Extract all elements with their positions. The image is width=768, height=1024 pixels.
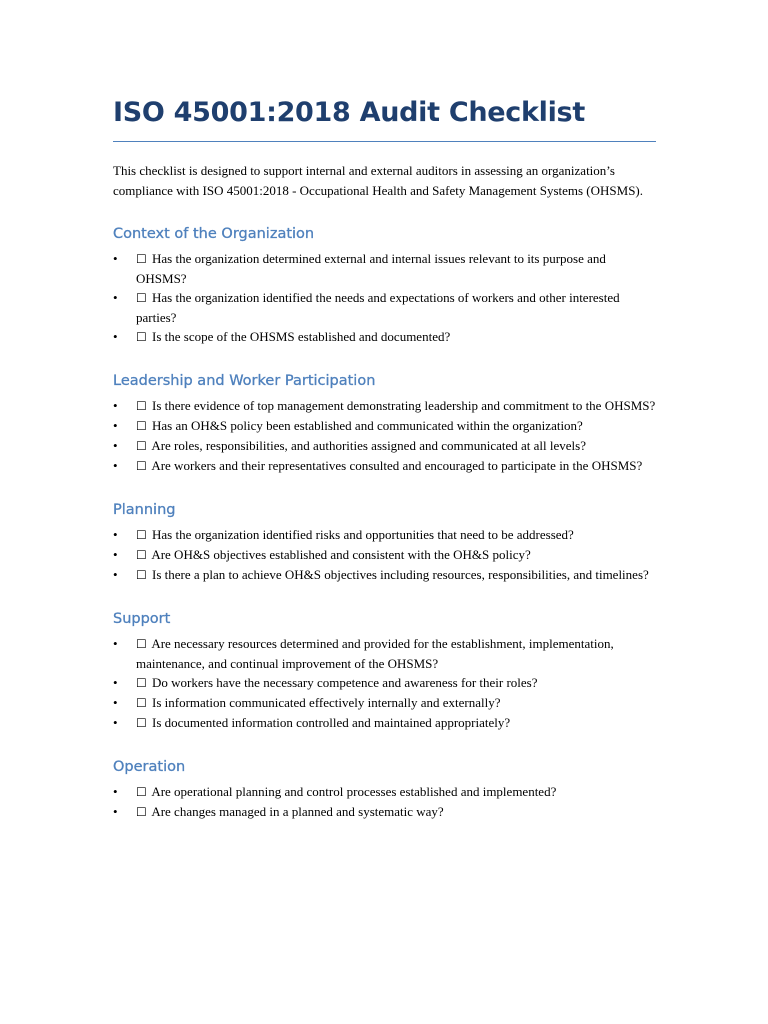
bullet-icon: •: [113, 804, 118, 819]
checklist-item: [113, 713, 656, 733]
checklist-item: [113, 436, 656, 456]
checklist-sections: [113, 224, 656, 822]
checkbox-icon[interactable]: ☐: [136, 330, 147, 344]
checkbox-icon[interactable]: ☐: [136, 568, 147, 582]
checklist-item: [113, 634, 656, 673]
checkbox-icon[interactable]: ☐: [136, 785, 147, 799]
bullet-icon: •: [113, 784, 118, 799]
bullet-icon: •: [113, 329, 118, 344]
checklist-item-text: Has the organization determined external and internal issues relevant to its purpose and OHSMS?: [136, 251, 606, 286]
bullet-icon: •: [113, 695, 118, 710]
checklist-item: [113, 565, 656, 585]
checklist-section: [113, 224, 656, 347]
checklist-section: [113, 757, 656, 822]
checklist-items: [113, 525, 656, 585]
bullet-icon: •: [113, 715, 118, 730]
checklist-item-text: Are changes managed in a planned and systematic way?: [151, 804, 444, 819]
checklist-item: [113, 545, 656, 565]
bullet-icon: •: [113, 527, 118, 542]
checklist-item-text: Is the scope of the OHSMS established and documented?: [152, 329, 451, 344]
checklist-item-text: Has the organization identified the needs and expectations of workers and other interested parties?: [136, 290, 620, 325]
checklist-item-text: Is there a plan to achieve OH&S objectives including resources, responsibilities, and timelines?: [152, 567, 649, 582]
checkbox-icon[interactable]: ☐: [136, 548, 147, 562]
checklist-items: [113, 634, 656, 733]
bullet-icon: •: [113, 398, 118, 413]
checklist-item: [113, 416, 656, 436]
checklist-item: [113, 802, 656, 822]
checklist-items: [113, 249, 656, 347]
intro-paragraph: This checklist is designed to support internal and external auditors in assessing an organization’s compliance with ISO 45001:2018 - Occupational Health and Safety Management Systems (OHSMS).: [113, 163, 644, 198]
checklist-section: [113, 609, 656, 733]
checklist-item: [113, 396, 656, 416]
checklist-item: [113, 249, 656, 288]
checklist-item-text: Is documented information controlled and maintained appropriately?: [152, 715, 511, 730]
checkbox-icon[interactable]: ☐: [136, 459, 147, 473]
checklist-items: [113, 782, 656, 822]
checklist-item-text: Is information communicated effectively internally and externally?: [152, 695, 501, 710]
bullet-icon: •: [113, 567, 118, 582]
section-heading: Planning: [113, 502, 176, 518]
checklist-item-text: Has an OH&S policy been established and communicated within the organization?: [152, 418, 583, 433]
checklist-item: [113, 693, 656, 713]
checkbox-icon[interactable]: ☐: [136, 716, 147, 730]
checklist-items: [113, 396, 656, 476]
checklist-item-text: Are necessary resources determined and provided for the establishment, implementation, maintenance, and continual improvement of the OHSMS?: [136, 636, 614, 671]
checklist-item: [113, 525, 656, 545]
checkbox-icon[interactable]: ☐: [136, 291, 147, 305]
checklist-item: [113, 456, 656, 476]
checklist-item-text: Do workers have the necessary competence and awareness for their roles?: [152, 675, 538, 690]
bullet-icon: •: [113, 675, 118, 690]
checkbox-icon[interactable]: ☐: [136, 637, 147, 651]
checkbox-icon[interactable]: ☐: [136, 696, 147, 710]
checkbox-icon[interactable]: ☐: [136, 399, 147, 413]
section-heading: Support: [113, 611, 171, 627]
bullet-icon: •: [113, 251, 118, 266]
checklist-section: [113, 371, 656, 476]
checklist-item-text: Are workers and their representatives consulted and encouraged to participate in the OHSMS?: [151, 458, 643, 473]
checklist-item-text: Are roles, responsibilities, and authorities assigned and communicated at all levels?: [151, 438, 586, 453]
bullet-icon: •: [113, 458, 118, 473]
checklist-item: [113, 673, 656, 693]
checklist-item-text: Are OH&S objectives established and consistent with the OH&S policy?: [151, 547, 531, 562]
section-heading: Leadership and Worker Participation: [113, 373, 376, 389]
checkbox-icon[interactable]: ☐: [136, 419, 147, 433]
bullet-icon: •: [113, 438, 118, 453]
document-title: ISO 45001:2018 Audit Checklist: [113, 93, 656, 142]
section-heading: Operation: [113, 759, 186, 775]
bullet-icon: •: [113, 418, 118, 433]
checkbox-icon[interactable]: ☐: [136, 439, 147, 453]
checklist-item: [113, 288, 656, 327]
bullet-icon: •: [113, 547, 118, 562]
checkbox-icon[interactable]: ☐: [136, 676, 147, 690]
bullet-icon: •: [113, 636, 118, 651]
section-heading: Context of the Organization: [113, 226, 315, 242]
checkbox-icon[interactable]: ☐: [136, 252, 147, 266]
bullet-icon: •: [113, 290, 118, 305]
checklist-section: [113, 500, 656, 585]
checkbox-icon[interactable]: ☐: [136, 528, 147, 542]
checkbox-icon[interactable]: ☐: [136, 805, 147, 819]
checklist-item-text: Are operational planning and control processes established and implemented?: [151, 784, 557, 799]
checklist-item: [113, 327, 656, 347]
document-page: [113, 93, 656, 822]
checklist-item-text: Is there evidence of top management demonstrating leadership and commitment to the OHSMS?: [152, 398, 656, 413]
checklist-item-text: Has the organization identified risks and opportunities that need to be addressed?: [152, 527, 574, 542]
checklist-item: [113, 782, 656, 802]
